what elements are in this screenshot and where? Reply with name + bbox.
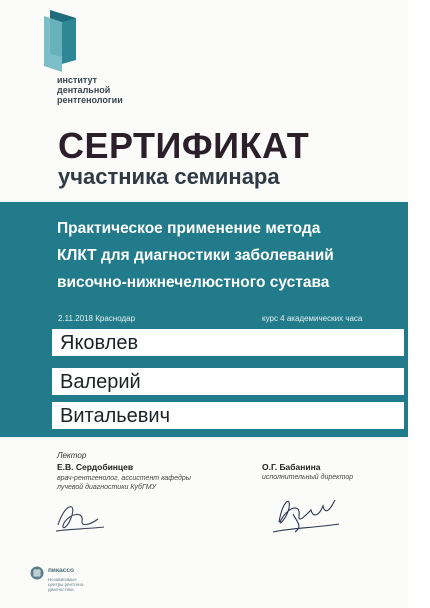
course-title-line2: КЛКТ для диагностики заболеваний — [57, 247, 334, 264]
course-hours: курс 4 академических часа — [262, 314, 363, 323]
lecturer-name: Е.В. Сердобинцев — [57, 462, 134, 472]
course-title-line1: Практическое применение метода — [57, 220, 321, 237]
picasso-logo-icon — [30, 566, 44, 580]
director-signature — [265, 492, 345, 540]
partner-tagline-line3: диагностики — [48, 587, 74, 592]
certificate-subtitle: участника семинара — [58, 164, 280, 189]
lecturer-role: Лектор — [57, 451, 87, 460]
certificate-title: СЕРТИФИКАТ — [58, 125, 310, 166]
partner-tagline-line2: центры рентгено- — [48, 582, 85, 587]
institute-logo-icon — [44, 10, 84, 72]
partner-name: пикассо — [48, 567, 74, 574]
director-title: исполнительный директор — [262, 474, 354, 481]
institute-name-line3: рентгенологии — [57, 95, 123, 105]
lecturer-desc-line1: врач-рентгенолог, ассистент кафедры — [57, 475, 191, 482]
participant-first-name: Валерий — [60, 371, 141, 393]
institute-name-line1: институт — [57, 75, 98, 85]
course-date-place: 2.11.2018 Краснодар — [58, 314, 136, 323]
participant-last-name: Яковлев — [60, 332, 139, 354]
lecturer-signature — [54, 495, 106, 537]
institute-name-line2: дентальной — [57, 85, 111, 95]
course-title-line3: височно-нижнечелюстного сустава — [57, 274, 330, 291]
director-name: О.Г. Бабанина — [262, 462, 321, 472]
lecturer-desc-line2: лучевой диагностики КубГМУ — [57, 484, 157, 491]
partner-tagline-line1: Независимые — [48, 577, 77, 582]
participant-patronymic: Витальевич — [60, 405, 170, 427]
scan-right-margin — [408, 0, 430, 608]
